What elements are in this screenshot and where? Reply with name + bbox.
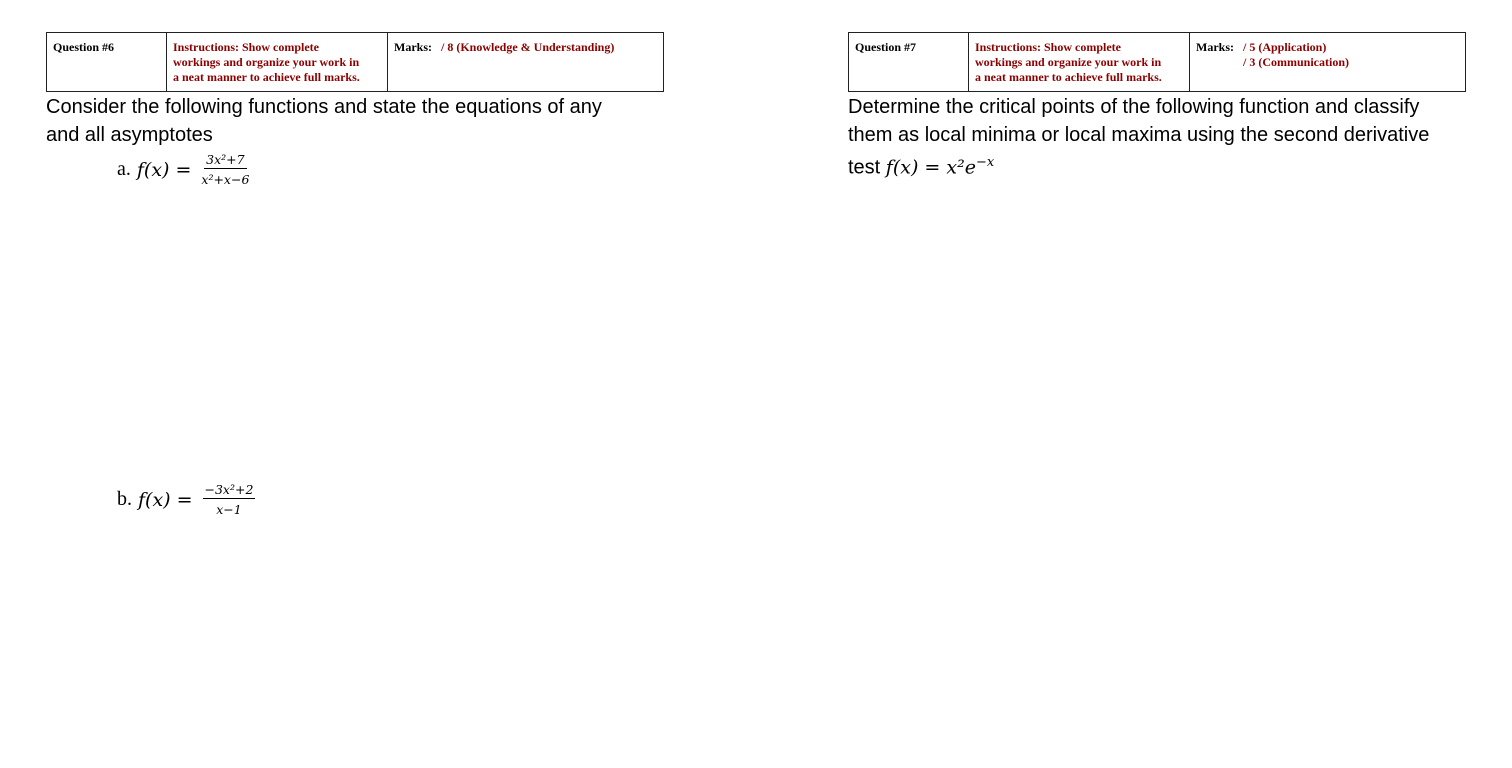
prompt-line xyxy=(848,149,1466,182)
marks-label: Marks: xyxy=(394,40,432,54)
question-number: Question #7 xyxy=(855,40,917,54)
instructions-cell xyxy=(969,33,1190,92)
fraction xyxy=(203,482,256,517)
prompt-line: and all asymptotes xyxy=(46,124,213,146)
fraction-numerator: −3x²+2 xyxy=(204,482,254,497)
prompt-line: Determine the critical points of the following function and classify xyxy=(848,96,1420,118)
instructions-cell xyxy=(167,33,388,92)
fraction-denominator: x−1 xyxy=(216,502,242,517)
marks-cell xyxy=(1190,33,1466,92)
part-label: b. xyxy=(117,488,132,510)
part-b xyxy=(117,482,255,517)
question-prompt xyxy=(848,93,1466,182)
function-exponent: −x xyxy=(975,155,995,170)
question-6-panel xyxy=(46,32,664,517)
marks-value: / 3 (Communication) xyxy=(1243,55,1349,69)
question-7-panel xyxy=(848,32,1466,182)
function-lhs: f(x) xyxy=(138,488,171,511)
instructions-line: a neat manner to achieve full marks. xyxy=(975,70,1162,84)
equals-sign: = xyxy=(175,158,192,181)
function-lhs: f(x) xyxy=(136,158,170,181)
marks-value: / 8 (Knowledge & Understanding) xyxy=(441,40,615,54)
instructions-line: workings and organize your work in xyxy=(975,55,1162,69)
marks-label: Marks: xyxy=(1196,40,1234,54)
instructions-line: Instructions: Show complete xyxy=(975,40,1121,54)
equals-sign: = xyxy=(176,488,193,511)
question-6-header-table xyxy=(46,32,664,92)
question-number-cell xyxy=(47,33,167,92)
prompt-line: them as local minima or local maxima using the second derivative xyxy=(848,124,1430,146)
fraction-numerator: 3x²+7 xyxy=(206,152,245,167)
question-number: Question #6 xyxy=(53,40,115,54)
function-expression: f(x) = x²e xyxy=(885,156,976,179)
marks-cell xyxy=(388,33,664,92)
question-prompt xyxy=(46,93,664,149)
question-number-cell xyxy=(849,33,969,92)
fraction-denominator: x²+x−6 xyxy=(201,172,250,187)
instructions-line: Instructions: Show complete xyxy=(173,40,319,54)
prompt-line: Consider the following functions and state the equations of any xyxy=(46,96,602,118)
prompt-prefix: test xyxy=(848,156,886,179)
instructions-line: a neat manner to achieve full marks. xyxy=(173,70,360,84)
part-a xyxy=(117,152,249,187)
fraction xyxy=(201,152,249,187)
marks-value: / 5 (Application) xyxy=(1243,40,1327,54)
part-label: a. xyxy=(117,158,131,180)
instructions-line: workings and organize your work in xyxy=(173,55,360,69)
question-7-header-table xyxy=(848,32,1466,92)
